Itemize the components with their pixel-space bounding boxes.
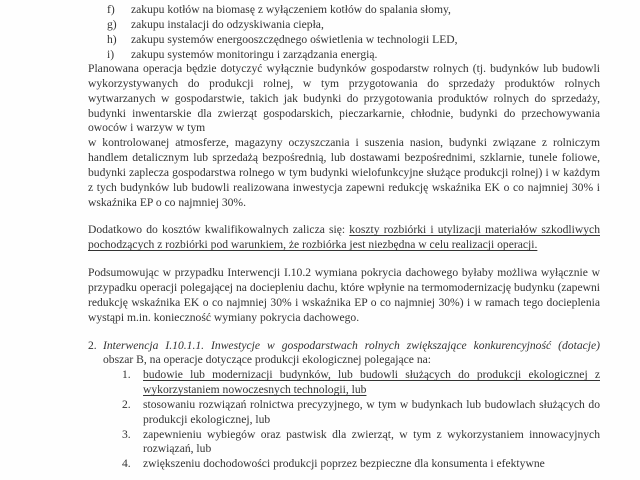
list-item-text: budowie lub modernizacji budynków, lub budowli służących do produkcji ekologicznej z wykorzystaniem nowoczesnych technologii, lub xyxy=(143,368,600,397)
paragraph-planowana-operacja-cont: w kontrolowanej atmosferze, magazyny oczyszczania i suszenia nasion, budynki związane z rolniczym handlem detalicznym lub sprzedażą bezpośrednią, lub dostawami bezpośrednimi, szklarnie, tunele foliowe, budynki zaplecza gospodarstwa rolnego w tym budynki wielofunkcyjne służące produkcji rolnej) i w każdym z tych budynków lub budowli realizowana inwestycja zapewni redukcję wskaźnika EK o co najmniej 30% i wskaźnika EP o co najmniej 30%. xyxy=(88,136,600,209)
list-item xyxy=(107,3,607,18)
ekologiczna-sublist xyxy=(122,368,600,472)
list-item xyxy=(107,48,607,63)
document-body xyxy=(88,62,600,472)
list-marker: h) xyxy=(107,32,117,46)
list-marker: 3. xyxy=(122,427,131,441)
list-item-text: zakupu systemów monitoringu i zarządzania energią. xyxy=(131,47,378,61)
list-item xyxy=(122,428,600,458)
list-item-text: zakupu systemów energooszczędnego oświetlenia w technologii LED, xyxy=(131,32,458,46)
numbered-item-2-text xyxy=(103,339,600,369)
list-item-text: zwiększeniu dochodowości produkcji poprzez bezpieczne dla konsumenta i efektywne xyxy=(143,457,545,471)
paragraph-planowana-operacja: Planowana operacja będzie dotyczyć wyłącznie budynków gospodarstw rolnych (tj. budynków lub budowli wykorzystywanych do produkcji rolnej, w tym przygotowania do sprzedaży produktów rolnych wytwarzanych w gospodarstwie, takich jak budynki do przygotowania produktów rolnych do sprzedaży, budynki inwentarskie dla zwierząt gospodarskich, pieczarkarnie, chłodnie, budynki do przechowywania owoców i warzyw w tym xyxy=(88,62,600,135)
list-marker: g) xyxy=(107,17,117,31)
list-item xyxy=(122,398,600,428)
list-item-text: zakupu kotłów na biomasę z wyłączeniem kotłów do spalania słomy, xyxy=(131,3,451,16)
list-item xyxy=(107,18,607,33)
list-item-text: zapewnieniu wybiegów oraz pastwisk dla zwierząt, w tym z wykorzystaniem innowacyjnych rozwiązań, lub xyxy=(143,427,600,456)
list-item-text: stosowaniu rozwiązań rolnictwa precyzyjnego, w tym w budynkach lub budowlach służących do produkcji ekologicznej, lub xyxy=(143,397,600,426)
interwencja-description: obszar B, na operacje dotyczące produkcji ekologicznej polegające na: xyxy=(103,353,432,367)
alpha-sublist xyxy=(107,3,607,62)
list-marker: 1. xyxy=(122,368,131,382)
list-marker: 2. xyxy=(88,338,97,352)
list-item-text: zakupu instalacji do odzyskiwania ciepła, xyxy=(131,17,324,31)
paragraph-koszty-kwalifikowalne xyxy=(88,223,600,253)
list-marker: 4. xyxy=(122,457,131,471)
list-item xyxy=(122,368,600,398)
numbered-item-2 xyxy=(88,339,600,473)
list-marker: 2. xyxy=(122,397,131,411)
paragraph-podsumowujac: Podsumowując w przypadku Interwencji I.10.2 wymiana pokrycia dachowego byłaby możliwa wyłącznie w przypadku operacji polegającej na dociepleniu dachu, które wpłynie na termomodernizację budynku (zapewni redukcję wskaźnika EK o co najmniej 30% i wskaźnika EP o co najmniej 30%) i w ramach tego docieplenia wystąpi m.in. konieczność wymiany pokrycia dachowego. xyxy=(88,266,600,324)
list-marker: f) xyxy=(107,3,115,16)
list-item xyxy=(107,33,607,48)
list-item xyxy=(122,457,600,472)
paragraph-prefix: Dodatkowo do kosztów kwalifikowalnych zalicza się: xyxy=(88,223,350,237)
paragraph-underlined-text: koszty rozbiórki i utylizacji materiałów szkodliwych pochodzących z rozbiórki pod warunkiem, że rozbiórka jest niezbędna w celu realizacji operacji. xyxy=(88,223,600,252)
list-marker: i) xyxy=(107,47,115,61)
interwencja-title: Interwencja I.10.1.1. Inwestycje w gospodarstwach rolnych zwiększające konkurencyjność (dotacje) xyxy=(103,338,600,352)
